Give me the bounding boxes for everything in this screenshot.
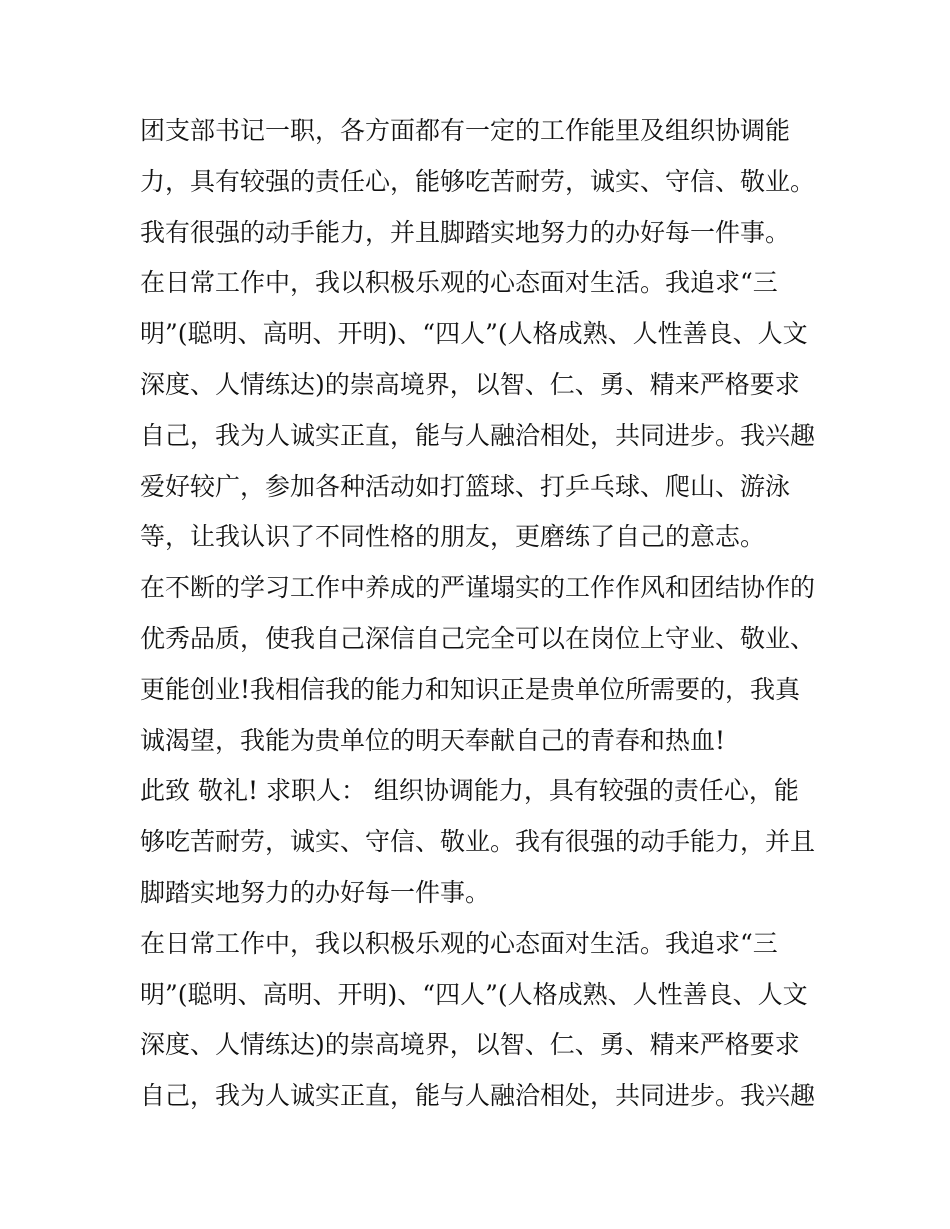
text-line: 深度、人情练达)的崇高境界，以智、仁、勇、精来严格要求	[140, 369, 800, 399]
text-line: 自己，我为人诚实正直，能与人融洽相处，共同进步。我兴趣	[140, 1081, 816, 1111]
text-line: 明”(聪明、高明、开明)、“四人”(人格成熟、人性善良、人文	[140, 319, 808, 349]
text-line: 在日常工作中，我以积极乐观的心态面对生活。我追求“三	[140, 268, 778, 298]
text-line: 我有很强的动手能力，并且脚踏实地努力的办好每一件事。	[140, 217, 791, 247]
text-line: 明”(聪明、高明、开明)、“四人”(人格成熟、人性善良、人文	[140, 979, 808, 1009]
text-line: 优秀品质，使我自己深信自己完全可以在岗位上守业、敬业、	[140, 623, 816, 653]
text-line: 深度、人情练达)的崇高境界，以智、仁、勇、精来严格要求	[140, 1030, 800, 1060]
text-line: 够吃苦耐劳，诚实、守信、敬业。我有很强的动手能力，并且	[140, 827, 816, 857]
body-text	[140, 106, 830, 1122]
text-line: 自己，我为人诚实正直，能与人融洽相处，共同进步。我兴趣	[140, 420, 816, 450]
text-line: 在日常工作中，我以积极乐观的心态面对生活。我追求“三	[140, 928, 778, 958]
text-line: 脚踏实地努力的办好每一件事。	[140, 877, 491, 907]
text-line: 团支部书记一职，各方面都有一定的工作能里及组织协调能	[140, 116, 791, 145]
text-line: 更能创业!我相信我的能力和知识正是贵单位所需要的，我真	[140, 674, 801, 704]
text-line: 此致 敬礼! 求职人： 组织协调能力，具有较强的责任心，能	[140, 776, 799, 806]
text-line: 力，具有较强的责任心，能够吃苦耐劳，诚实、守信、敬业。	[140, 166, 816, 196]
text-line: 等，让我认识了不同性格的朋友，更磨练了自己的意志。	[140, 522, 766, 552]
text-line: 在不断的学习工作中养成的严谨塌实的工作作风和团结协作的	[140, 573, 816, 603]
text-line: 诚渴望，我能为贵单位的明天奉献自己的青春和热血!	[140, 725, 726, 755]
text-line: 爱好较广，参加各种活动如打篮球、打乒乓球、爬山、游泳	[140, 471, 791, 501]
